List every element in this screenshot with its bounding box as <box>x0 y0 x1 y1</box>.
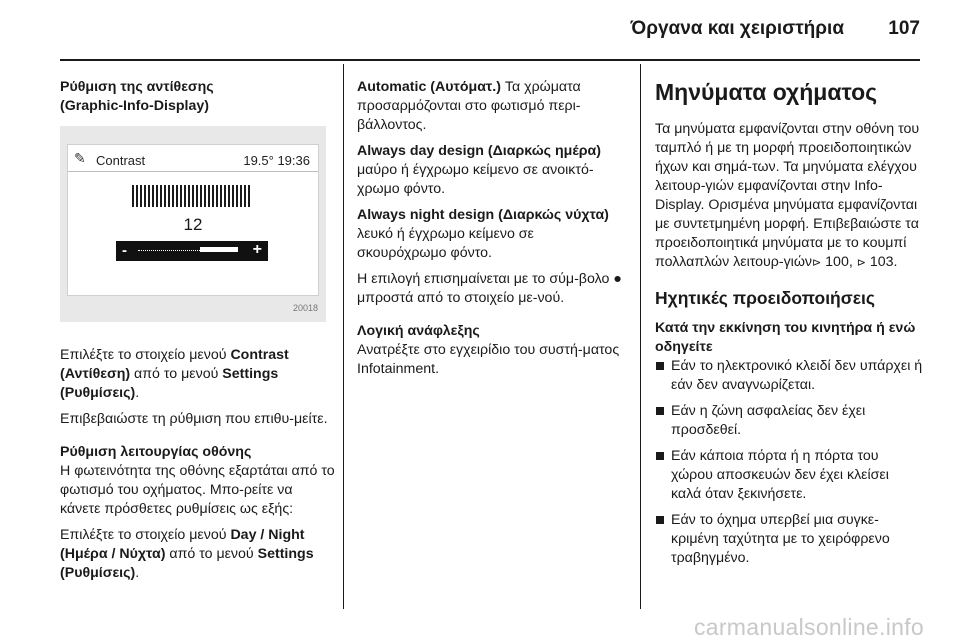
contrast-settings-icon: ✎ <box>74 150 86 166</box>
menu-settings: Settings (Ρυθμίσεις) <box>60 546 314 581</box>
info-display-screen <box>67 144 319 296</box>
page-ref: 103. <box>865 254 898 270</box>
contrast-value: 12 <box>183 215 203 234</box>
screen-header-rule <box>68 171 318 172</box>
contrast-heading-line2: (Graphic-Info-Display) <box>60 98 209 114</box>
page-header <box>0 0 960 62</box>
column-divider-2 <box>640 64 641 609</box>
option-label: Always night design (Διαρκώς νύχτα) <box>357 207 609 223</box>
screen-title: Contrast <box>96 153 146 168</box>
text: Επιλέξτε το στοιχείο μενού <box>60 527 231 543</box>
text: . <box>135 565 140 581</box>
day-night-instruction <box>60 526 335 583</box>
list-item: Εάν το όχημα υπερβεί μια συγκε-κριμένη ταχύτητα με το χειρόφρενο τραβηγμένο. <box>655 511 923 568</box>
plus-icon: + <box>252 241 262 258</box>
contrast-instruction <box>60 346 335 403</box>
selected-dot-icon: ● <box>613 271 622 287</box>
list-item: Εάν το ηλεκτρονικό κλειδί δεν υπάρχει ή εάν δεν αναγνωρίζεται. <box>655 357 923 395</box>
option-text: λευκό ή έγχρωμο κείμενο σε σκουρόχρωμο φόντο. <box>357 226 534 261</box>
display-mode-heading: Ρύθμιση λειτουργίας οθόνης <box>60 444 252 460</box>
slider-fill <box>200 247 238 252</box>
contrast-pattern <box>132 185 250 207</box>
text: . <box>135 385 140 401</box>
page-section-title: Όργανα και χειριστήρια <box>630 18 844 39</box>
option-label: Always day design (Διαρκώς ημέρα) <box>357 143 601 159</box>
column-divider-1 <box>343 64 344 609</box>
menu-settings: Settings (Ρυθμίσεις) <box>60 366 279 401</box>
option-night <box>357 206 625 263</box>
list-item: Εάν η ζώνη ασφαλείας δεν έχει προσδεθεί. <box>655 402 923 440</box>
contrast-slider <box>116 241 268 261</box>
text: Επιλέξτε το στοιχείο μενού <box>60 347 231 363</box>
watermark: carmanualsonline.info <box>693 614 924 640</box>
figure-code: 20018 <box>292 303 318 313</box>
text: από το μενού <box>130 366 223 382</box>
text: μπροστά από το στοιχείο με-νού. <box>357 290 565 306</box>
screen-header <box>68 145 318 171</box>
display-figure <box>60 126 326 322</box>
page-ref-arrow-icon: ⊳ <box>856 257 866 269</box>
column-3 <box>655 78 923 575</box>
chime-list <box>655 357 923 568</box>
option-text: μαύρο ή έγχρωμο κείμενο σε ανοικτό-χρωμο φόντο. <box>357 162 594 197</box>
list-item: Εάν κάποια πόρτα ή η πόρτα του χώρου αποσκευών δεν έχει κλείσει καλά όταν ξεκινήσετε. <box>655 447 923 504</box>
display-mode-text: Η φωτεινότητα της οθόνης εξαρτάται από το φωτισμό του οχήματος. Μπο-ρείτε να κάνετε πρόσθετες ρυθμίσεις ως εξής: <box>60 463 335 517</box>
column-2 <box>357 78 625 386</box>
screen-status: 19.5° 19:36 <box>243 153 310 168</box>
header-rule <box>60 59 920 61</box>
selection-note <box>357 270 625 308</box>
text: Τα μηνύματα εμφανίζονται στην οθόνη του ταμπλό ή με τη μορφή προειδοποιητικών ήχων και σημά-των. Τα μηνύματα ελέγχου λειτουρ-γιών εμφανίζονται στην Info-Display. Ορισμένα μηνύματα εμφανίζονται με συντετμημένη μορφή. Επιβεβαιώστε τα προειδοποιητικά μηνύματα με το κουμπί πολλαπλών λειτουρ-γιών <box>655 121 920 270</box>
warning-chimes-heading: Ηχητικές προειδοποιήσεις <box>655 288 875 308</box>
option-text: Τα χρώματα προσαρμόζονται στο φωτισμό περι-βάλλοντος. <box>357 79 581 133</box>
text: από το μενού <box>165 546 258 562</box>
page-ref: 100, <box>821 254 857 270</box>
ignition-heading: Λογική ανάφλεξης <box>357 323 480 339</box>
minus-icon: - <box>122 242 127 259</box>
contrast-heading <box>60 78 335 116</box>
option-day <box>357 142 625 199</box>
column-1 <box>60 78 335 590</box>
menu-item-day-night: Day / Night (Ημέρα / Νύχτα) <box>60 527 305 562</box>
confirm-instruction: Επιβεβαιώστε τη ρύθμιση που επιθυ-μείτε. <box>60 411 328 427</box>
vehicle-messages-text <box>655 120 923 273</box>
page-number: 107 <box>888 18 920 39</box>
chime-condition-heading: Κατά την εκκίνηση του κινητήρα ή ενώ οδηγείτε <box>655 320 916 355</box>
text: Η επιλογή επισημαίνεται με το σύμ-βολο <box>357 271 614 287</box>
page-ref-arrow-icon: ⊳ <box>812 257 822 269</box>
menu-item-contrast: Contrast (Αντίθεση) <box>60 347 289 382</box>
ignition-text: Ανατρέξτε στο εγχειρίδιο του συστή-ματος Infotainment. <box>357 342 620 377</box>
option-label: Automatic (Αυτόματ.) <box>357 79 501 95</box>
contrast-heading-line1: Ρύθμιση της αντίθεσης <box>60 79 214 95</box>
option-automatic <box>357 78 625 135</box>
vehicle-messages-heading: Μηνύματα οχήματος <box>655 79 878 105</box>
